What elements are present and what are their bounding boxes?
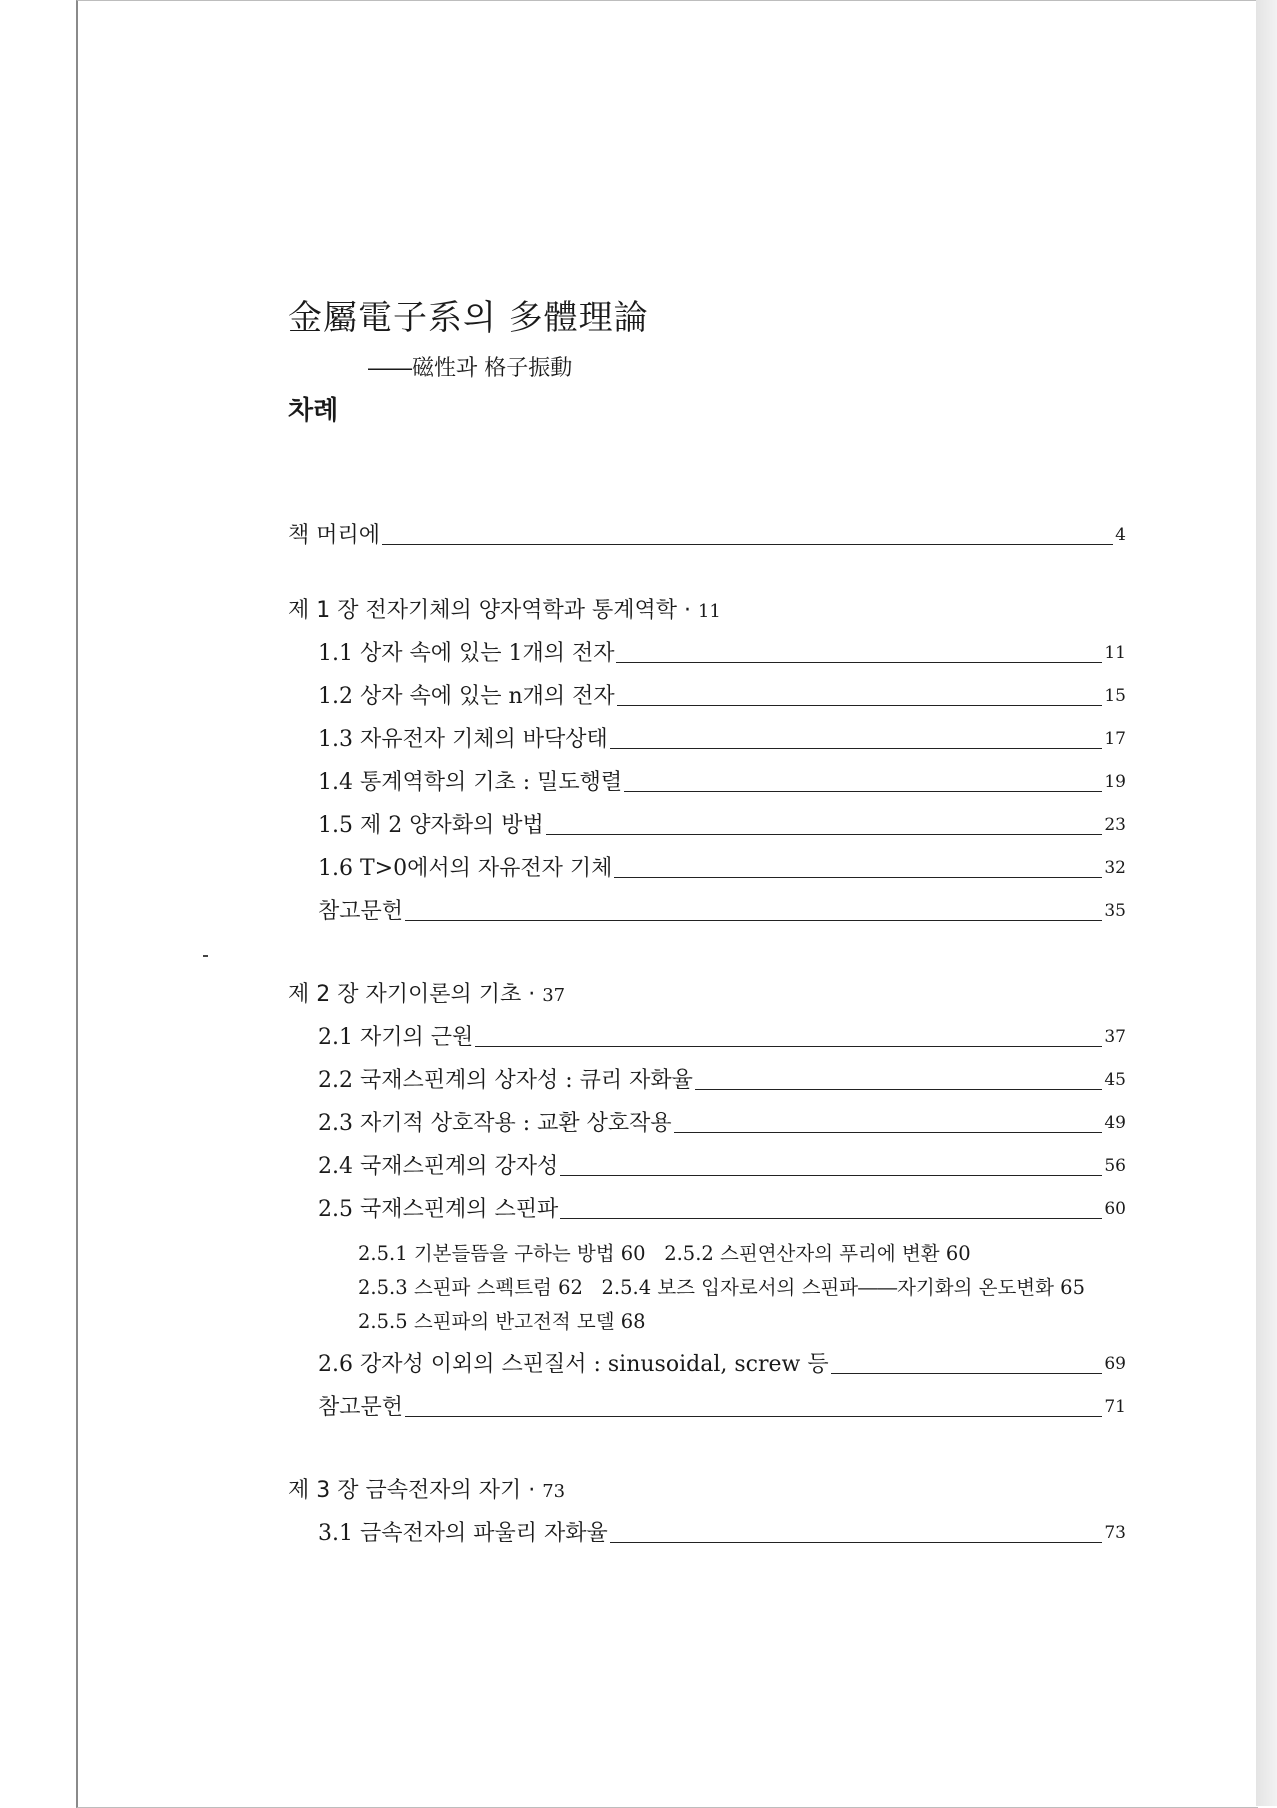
toc-entry-page: 56: [1104, 1156, 1126, 1176]
leader-line: [617, 705, 1103, 706]
separator: ·: [677, 598, 698, 623]
toc-entry[interactable]: [288, 804, 1126, 847]
toc-entry[interactable]: [288, 761, 1126, 804]
leader-line: [382, 544, 1113, 545]
toc-entry-page: 35: [1104, 901, 1126, 921]
leader-line: [695, 1089, 1102, 1090]
contents-heading: 차례: [288, 396, 339, 426]
leader-line: [610, 748, 1103, 749]
subsection-entry[interactable]: 2.5.3 스핀파 스펙트럼 62: [358, 1276, 583, 1299]
toc-entry-page: 69: [1104, 1354, 1126, 1374]
toc-entry-label: 2.1 자기의 근원: [318, 1025, 474, 1050]
toc-entry-label: 2.6 강자성 이외의 스핀질서 : sinusoidal, screw 등: [318, 1352, 829, 1377]
leader-line: [546, 834, 1103, 835]
subsection-list: [288, 1237, 1126, 1339]
leader-line: [624, 791, 1102, 792]
toc-entry-page: 17: [1104, 729, 1126, 749]
toc-entry-label: 2.4 국재스핀계의 강자성: [318, 1154, 559, 1179]
chapter-page: 73: [542, 1481, 566, 1502]
leader-line: [405, 1416, 1102, 1417]
leader-line: [405, 920, 1102, 921]
toc-entry[interactable]: [288, 632, 1126, 675]
chapter-title: 제 2 장 자기이론의 기초: [288, 982, 522, 1007]
toc-entry-page: 11: [1104, 643, 1126, 663]
toc-entry-label: 1.4 통계역학의 기초 : 밀도행렬: [318, 770, 623, 795]
chapter-heading-3[interactable]: [288, 1469, 1126, 1512]
leader-line: [560, 1175, 1102, 1176]
toc-entry-page: 32: [1104, 858, 1126, 878]
toc-entry-label: 1.5 제 2 양자화의 방법: [318, 813, 544, 838]
leader-line: [831, 1373, 1103, 1374]
chapter-heading-1[interactable]: [288, 589, 1126, 632]
leader-line: [560, 1218, 1102, 1219]
chapter-page: 37: [542, 985, 566, 1006]
toc-entry-page: 23: [1104, 815, 1126, 835]
toc-entry-references[interactable]: [288, 890, 1126, 933]
separator: ·: [521, 1478, 543, 1503]
toc-entry-page: 49: [1104, 1113, 1126, 1133]
toc-entry-page: 71: [1104, 1397, 1126, 1417]
toc-entry-references[interactable]: [288, 1386, 1126, 1429]
toc-entry[interactable]: [288, 1102, 1126, 1145]
subsection-entry[interactable]: 2.5.2 스핀연산자의 푸리에 변환 60: [664, 1242, 971, 1265]
toc-entry-label: 2.5 국재스핀계의 스핀파: [318, 1197, 559, 1222]
toc-entry-label: 1.3 자유전자 기체의 바닥상태: [318, 727, 608, 752]
stray-mark: [203, 955, 208, 957]
toc-entry-label: 참고문헌: [318, 1395, 404, 1420]
toc-entry[interactable]: [288, 1512, 1126, 1555]
chapter-heading-2[interactable]: [288, 973, 1126, 1016]
toc-entry-page: 15: [1104, 686, 1126, 706]
toc-entry[interactable]: [288, 1343, 1126, 1386]
chapter-title: 제 1 장 전자기체의 양자역학과 통계역학: [288, 598, 677, 623]
leader-line: [616, 662, 1102, 663]
toc-entry-page: 19: [1104, 772, 1126, 792]
toc-entry-label: 2.2 국재스핀계의 상자성 : 큐리 자화율: [318, 1068, 693, 1093]
toc-entry-label: 참고문헌: [318, 899, 404, 924]
book-title: 金屬電子系의 多體理論: [288, 298, 649, 338]
leader-line: [674, 1132, 1103, 1133]
toc-entry-page: 4: [1115, 525, 1126, 545]
toc-entry[interactable]: [288, 718, 1126, 761]
leader-line: [475, 1046, 1102, 1047]
subsection-entry[interactable]: 2.5.5 스핀파의 반고전적 모델 68: [358, 1310, 646, 1333]
chapter-title: 제 3 장 금속전자의 자기: [288, 1478, 522, 1503]
toc-entry-label: 1.1 상자 속에 있는 1개의 전자: [318, 641, 615, 666]
page-edge-shadow: [1256, 0, 1277, 1806]
toc-entry-label: 3.1 금속전자의 파울리 자화율: [318, 1521, 608, 1546]
toc-entry-page: 45: [1104, 1070, 1126, 1090]
subsection-entry[interactable]: 2.5.1 기본들뜸을 구하는 방법 60: [358, 1242, 646, 1265]
toc-entry-preface[interactable]: [288, 514, 1126, 557]
toc-entry[interactable]: [288, 1016, 1126, 1059]
book-subtitle: ――磁性과 格子振動: [368, 356, 573, 381]
toc-entry[interactable]: [288, 1059, 1126, 1102]
toc-entry[interactable]: [288, 675, 1126, 718]
toc-entry-label: 1.6 T>0에서의 자유전자 기체: [318, 856, 613, 881]
toc-entry-page: 60: [1104, 1199, 1126, 1219]
toc-entry-label: 1.2 상자 속에 있는 n개의 전자: [318, 684, 615, 709]
toc-entry-page: 73: [1104, 1523, 1126, 1543]
leader-line: [610, 1542, 1103, 1543]
toc-entry-page: 37: [1104, 1027, 1126, 1047]
toc-entry-label: 2.3 자기적 상호작용 : 교환 상호작용: [318, 1111, 672, 1136]
toc-content: [288, 296, 1126, 1555]
toc-entry-label: 책 머리에: [288, 523, 381, 548]
toc-entry[interactable]: [288, 1145, 1126, 1188]
leader-line: [614, 877, 1102, 878]
separator: ·: [521, 982, 543, 1007]
chapter-page: 11: [697, 601, 721, 622]
toc-entry[interactable]: [288, 847, 1126, 890]
toc-entry[interactable]: [288, 1188, 1126, 1231]
subsection-entry[interactable]: 2.5.4 보즈 입자로서의 스핀파――자기화의 온도변화 65: [601, 1276, 1085, 1299]
